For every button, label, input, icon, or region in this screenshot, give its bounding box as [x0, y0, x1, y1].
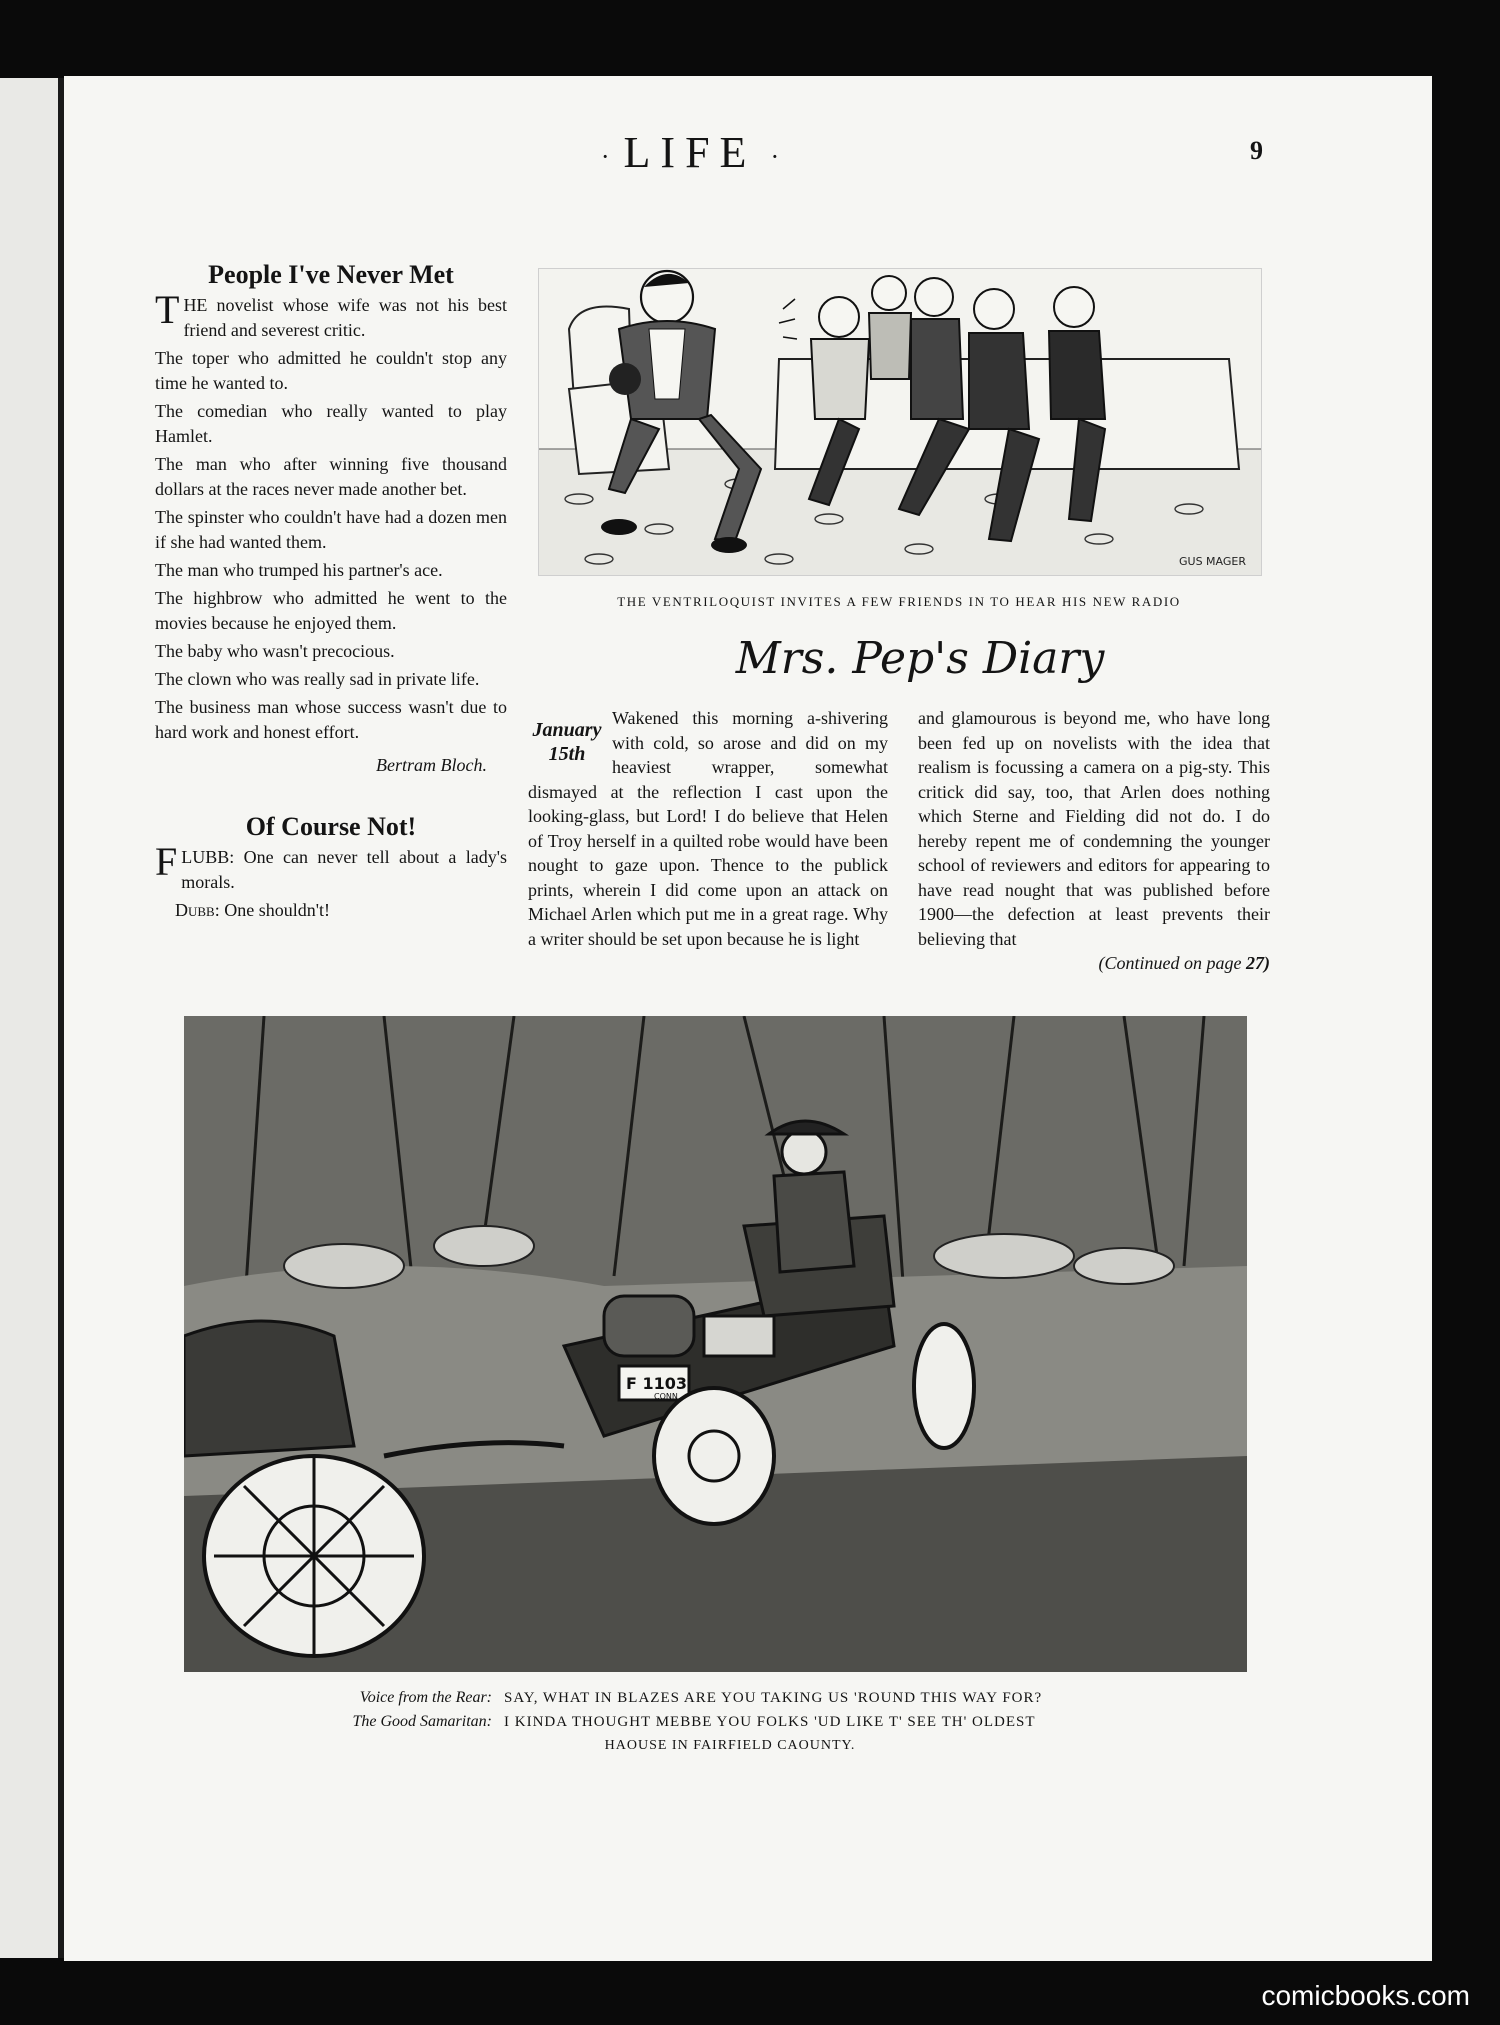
- diary-column-2: [918, 706, 1270, 976]
- license-plate-state: CONN.: [654, 1392, 681, 1401]
- dialogue-line: FLUBB: One can never tell about a lady's morals.: [155, 839, 507, 892]
- speaker: LUBB: [181, 847, 230, 867]
- people-item: The toper who admitted he couldn't stop any time he wanted to.: [155, 348, 507, 393]
- dropcap: F: [155, 839, 178, 884]
- left-column: [155, 262, 507, 926]
- byline: Bertram Bloch.: [376, 755, 487, 775]
- speaker-label: Voice from the Rear:: [359, 1689, 492, 1706]
- cartoon-signature: GUS MAGER: [1179, 555, 1246, 568]
- people-title: People I've Never Met: [208, 260, 454, 289]
- of-course-title: Of Course Not!: [245, 812, 417, 841]
- caption-row: [270, 1734, 1190, 1758]
- caption-line: I KINDA THOUGHT MEBBE YOU FOLKS 'UD LIKE T' SEE TH' OLDEST: [504, 1714, 1036, 1730]
- date-month: January: [532, 719, 602, 741]
- diary-dateline: [528, 718, 606, 766]
- people-item: The business man whose success wasn't due to hard work and honest effort.: [155, 697, 507, 742]
- dialogue-line: Dubb: One shouldn't!: [175, 900, 330, 920]
- top-cartoon-caption: THE VENTRILOQUIST INVITES A FEW FRIENDS IN TO HEAR HIS NEW RADIO: [617, 594, 1181, 609]
- bottom-cartoon-caption: [270, 1686, 1190, 1758]
- masthead-title: LIFE: [623, 128, 757, 177]
- diary-text: and glamourous is beyond me, who have long been fed up on novelists with the idea that realism is focussing a camera on a pig-sty. This critick did say, too, that Arlen does nothing which Sterne and Fielding did not do. I do hereby repent me of condemning the younger school of reviewers and editors for appearing to have read nought that was published before 1900—the defection at least prevents their believing that: [918, 708, 1270, 949]
- people-item: The man who trumped his partner's ace.: [155, 560, 443, 580]
- people-item: The comedian who really wanted to play Hamlet.: [155, 401, 507, 446]
- date-day: 15th: [548, 743, 586, 765]
- ventriloquist-cartoon: [538, 268, 1262, 576]
- dropcap: T: [155, 287, 180, 332]
- car-cartoon: [184, 1016, 1247, 1672]
- caption-line: HAOUSE IN FAIRFIELD CAOUNTY.: [604, 1738, 856, 1753]
- diary-column-1: [528, 706, 888, 951]
- masthead-dot-right: ·: [770, 141, 780, 171]
- continued-note: (Continued on page 27): [1098, 953, 1270, 973]
- watermark: comicbooks.com: [1261, 1980, 1470, 2011]
- facing-page-edge: [0, 78, 64, 1958]
- diary-title: Mrs. Pep's Diary: [735, 633, 1105, 684]
- car-illustration: [184, 1016, 1247, 1672]
- speaker: Dubb: [175, 900, 215, 920]
- diary-text: Wakened this morning a-shivering with cold, so arose and did on my heaviest wrapper, somewhat dismayed at the reflection I cast upon the looking-glass, but Lord! I do believe that Helen of Troy herself in a quilted robe would have been nought to gaze upon. Thence to the publick prints, wherein I did come upon an attack on Michael Arlen which put me in a great rage. Why a writer should be set upon because he is light: [528, 708, 888, 949]
- caption-row: [270, 1686, 1190, 1710]
- people-item: The highbrow who admitted he went to the movies because he enjoyed them.: [155, 588, 507, 633]
- caption-line: SAY, WHAT IN BLAZES ARE YOU TAKING US 'ROUND THIS WAY FOR?: [504, 1690, 1043, 1706]
- people-item: The baby who wasn't precocious.: [155, 641, 395, 661]
- people-item: THE novelist whose wife was not his best friend and severest critic.: [155, 287, 507, 340]
- license-plate: F 1103: [626, 1374, 688, 1393]
- people-item: The man who after winning five thousand dollars at the races never made another bet.: [155, 454, 507, 499]
- page-number: 9: [1250, 136, 1263, 165]
- people-item: The clown who was really sad in private life.: [155, 669, 480, 689]
- people-item: The spinster who couldn't have had a dozen men if she had wanted them.: [155, 507, 507, 552]
- masthead: [560, 127, 820, 178]
- cartoon-illustration: [539, 269, 1261, 575]
- masthead-dot-left: ·: [600, 141, 610, 171]
- speaker-label: The Good Samaritan:: [352, 1713, 492, 1730]
- caption-row: [270, 1710, 1190, 1734]
